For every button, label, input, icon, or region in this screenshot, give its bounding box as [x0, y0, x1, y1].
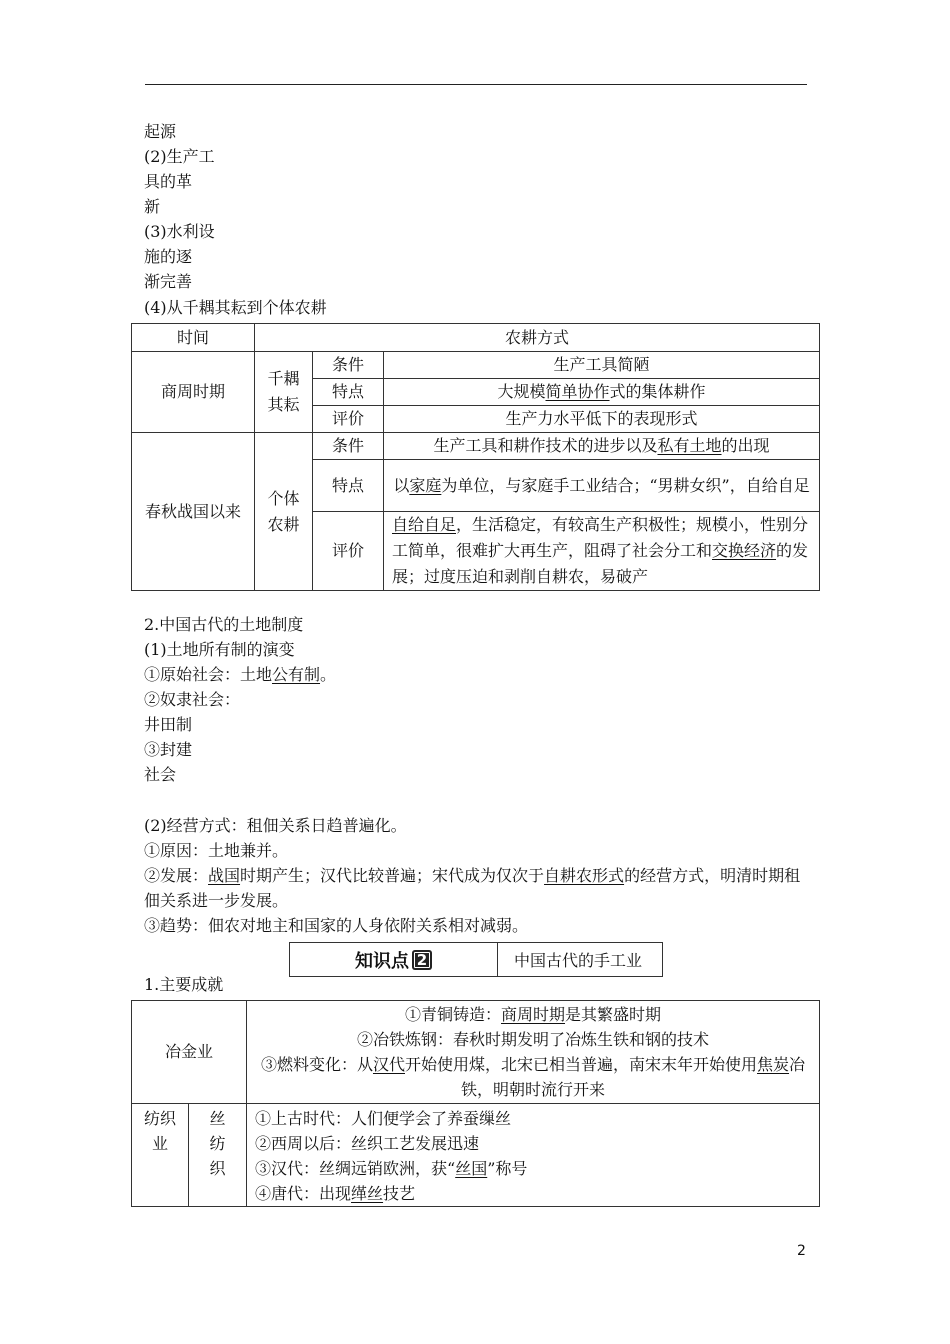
header-rule: [145, 84, 807, 85]
text-line: 具的革: [144, 172, 193, 191]
content-cell: 大规模简单协作式的集体耕作: [384, 379, 820, 406]
text-line: (3)水利设: [144, 222, 215, 241]
text-line: 井田制: [144, 715, 193, 734]
form-cell: 千耦 其耘: [255, 352, 313, 433]
text-line: ②奴隶社会：: [144, 690, 241, 709]
label-cell: 特点: [313, 460, 384, 512]
section-title: 1.主要成就: [144, 975, 224, 994]
page-number: 2: [797, 1243, 806, 1259]
text-line: ③趋势：佃农对地主和国家的人身依附关系相对减弱。: [144, 916, 529, 935]
textile-label: 纺织 业: [132, 1104, 189, 1207]
content-cell: 生产工具和耕作技术的进步以及私有土地的出现: [384, 433, 820, 460]
knowledge-point-title: 中国古代的手工业: [514, 951, 643, 970]
form-cell: 个体 农耕: [255, 433, 313, 591]
label-cell: 特点: [313, 379, 384, 406]
label-cell: 评价: [313, 406, 384, 433]
label-cell: 评价: [313, 512, 384, 591]
period-cell: 商周时期: [132, 352, 255, 433]
metal-label: 冶金业: [132, 1001, 247, 1104]
knowledge-point-number: 2: [412, 950, 432, 970]
knowledge-point-box: [289, 942, 663, 977]
label-cell: 条件: [313, 433, 384, 460]
header-time: 时间: [132, 324, 255, 352]
textile-content: ①上古时代：人们便学会了养蚕缫丝 ②西周以后：丝织工艺发展迅速 ③汉代：丝绸远销欧洲，获“丝国”称号 ④唐代：出现缂丝技艺: [247, 1104, 820, 1207]
text-line: ③封建: [144, 740, 193, 759]
header-mode: 农耕方式: [255, 324, 820, 352]
craft-table: [131, 1000, 820, 1207]
text-line: ②发展：战国时期产生；汉代比较普遍；宋代成为仅次于自耕农形式的经营方式，明清时期租: [144, 866, 801, 885]
silk-label: 丝 纺 织: [189, 1104, 247, 1207]
text-line: 施的逐: [144, 247, 193, 266]
label-cell: 条件: [313, 352, 384, 379]
content-cell: 自给自足，生活稳定，有较高生产积极性；规模小，性别分工简单，很难扩大再生产，阻碍了社会分工和交换经济的发展；过度压迫和剥削自耕农，易破产: [384, 512, 820, 591]
subheading: (1)土地所有制的演变: [144, 640, 295, 659]
text-line: ①原始社会：土地公有制。: [144, 665, 337, 684]
text-line: 佃关系进一步发展。: [144, 891, 289, 910]
text-line: 起源: [144, 122, 177, 141]
subheading: (2)经营方式：租佃关系日趋普遍化。: [144, 816, 407, 835]
text-line: 新: [144, 197, 161, 216]
content-cell: 生产力水平低下的表现形式: [384, 406, 820, 433]
text-line: 社会: [144, 765, 177, 784]
content-cell: 以家庭为单位，与家庭手工业结合；“男耕女织”，自给自足: [384, 460, 820, 512]
text-line: ①原因：土地兼并。: [144, 841, 289, 860]
knowledge-point-label: 知识点 2: [290, 943, 498, 976]
section-title: 2.中国古代的土地制度: [144, 615, 304, 634]
content-cell: 生产工具简陋: [384, 352, 820, 379]
text-line: 渐完善: [144, 272, 193, 291]
text-line: (2)生产工: [144, 147, 215, 166]
period-cell: 春秋战国以来: [132, 433, 255, 591]
subheading: (4)从千耦其耘到个体农耕: [144, 298, 327, 317]
metal-content: ①青铜铸造：商周时期是其繁盛时期 ②冶铁炼钢：春秋时期发明了冶炼生铁和钢的技术 ③燃料变化：从汉代开始使用煤，北宋已相当普遍，南宋末年开始使用焦炭冶 铁，明朝时流行开来: [247, 1001, 820, 1104]
farming-table: [131, 323, 820, 591]
